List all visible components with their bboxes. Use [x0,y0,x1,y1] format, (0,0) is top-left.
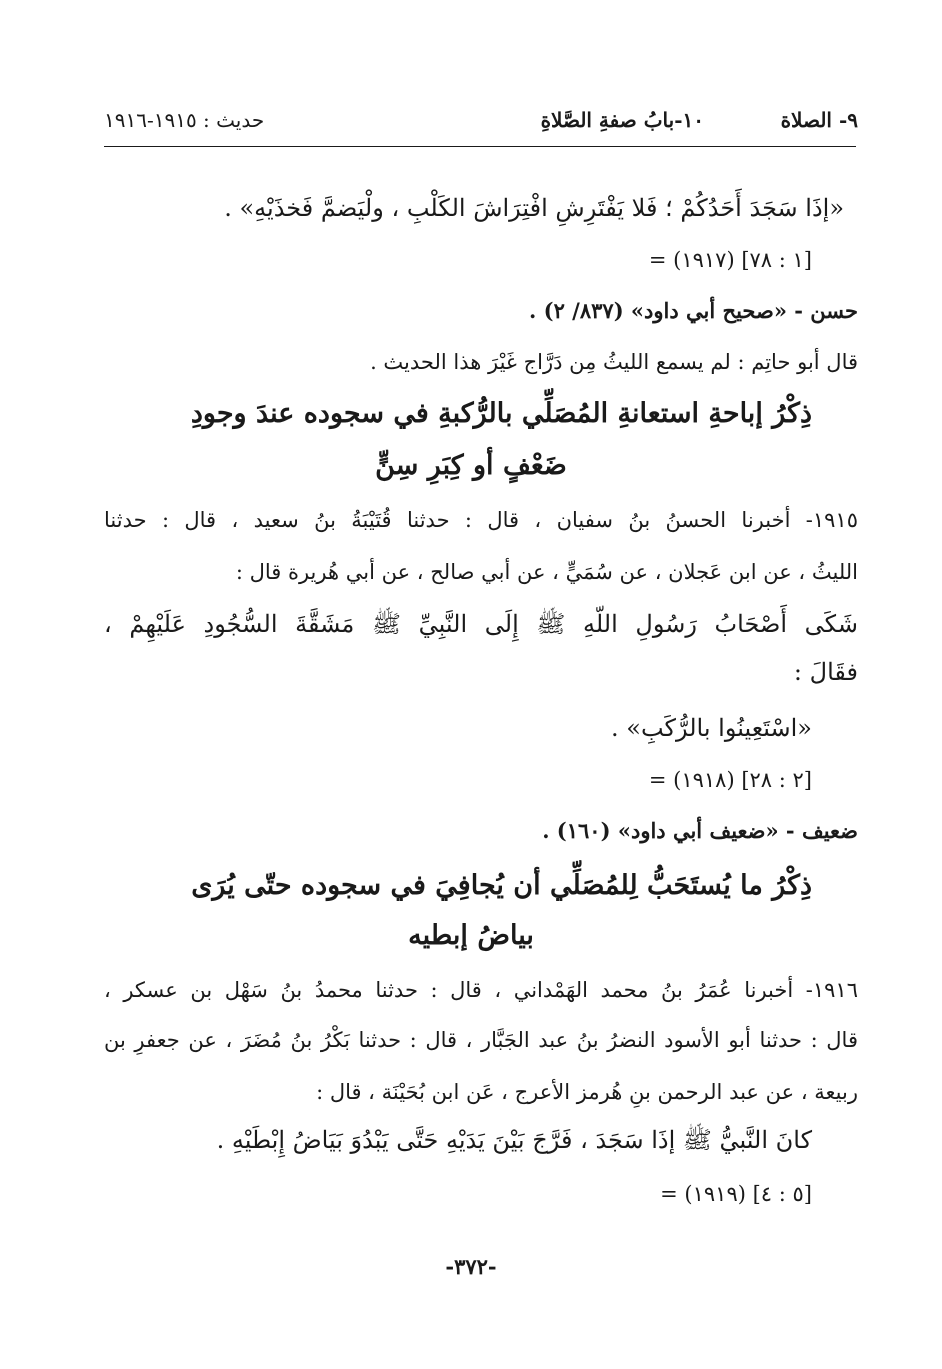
cross-reference: = (١٩١٨) [٢ : ٢٨] [648,768,812,792]
cross-reference: = (١٩١٧) [١ : ٧٨] [648,248,812,272]
chapter-title-line: ضَعْفٍ أو كِبَرِ سِنٍّ [375,450,567,481]
header-rule [104,146,856,147]
isnad-line: قال : حدثنا أبو الأسود النضرُ بنُ عبد الجَبَّار ، قال : حدثنا بَكْرُ بنُ مُضَرَ ، عن جعفرِ بن [104,1028,858,1052]
grading-note: ضعيف - «ضعيف أبي داود» (١٦٠) . [542,818,858,843]
commentary-line: قال أبو حاتِم : لم يسمع الليثُ مِن دَرَّاج غَيْرَ هذا الحديث . [370,350,858,374]
page-number: -٣٧٢- [445,1254,497,1279]
chapter-title-line: بياضُ إبطيه [408,920,534,951]
isnad-line: ربيعة ، عن عبد الرحمن بنِ هُرمز الأعرج ، عَن ابن بُحَيْنَة ، قال : [316,1080,858,1104]
running-header-section: ١٠-بابُ صفةِ الصَّلاةِ [540,108,704,132]
isnad-line: ١٩١٦- أخبرنا عُمَرُ بنُ محمد الهَمْداني ، قال : حدثنا محمدُ بنُ سَهْل بن عسكر ، [104,978,858,1002]
matn-line: «إذَا سَجَدَ أَحَدُكُمْ ؛ فَلا يَفْتَرِشِ افْتِرَاشَ الكَلْبِ ، ولْيَضمَّ فَخذَيْهِ» . [224,194,844,222]
isnad-line: ١٩١٥- أخبرنا الحسنُ بنُ سفيان ، قال : حدثنا قُتَيْبَةُ بنُ سعيد ، قال : حدثنا [104,508,858,532]
running-header-chapter: ٩- الصلاة [780,108,858,132]
grading-note: حسن - «صحيح أبي داود» (٨٣٧/ ٢) . [529,298,858,323]
matn-line: شَكَى أَصْحَابُ رَسُولِ اللّهِ ﷺ إِلَى النَّبِيِّ ﷺ مَشَقَّةَ السُّجُودِ عَلَيْهِمْ ، [104,610,858,638]
running-header-hadith-range: حديث : ١٩١٥-١٩١٦ [104,108,265,132]
chapter-title-line: ذِكْرُ إباحةِ استعانةِ المُصَلِّي بالرُّكبةِ في سجوده عندَ وجودِ [190,398,812,429]
isnad-line: الليثُ ، عن ابن عَجلان ، عن سُمَيٍّ ، عن أبي صالح ، عن أبي هُريرة قال : [235,560,858,584]
matn-line: كانَ النَّبيُّ ﷺ إذَا سَجَدَ ، فَرَّجَ بَيْنَ يَدَيْهِ حَتَّى يَبْدُوَ بَيَاضُ إِبْطَيْهِ . [216,1126,812,1154]
cross-reference: = (١٩١٩) [٥ : ٤] [660,1182,812,1206]
chapter-title-line: ذِكْرُ ما يُستَحَبُّ لِلمُصَلِّي أن يُجافِيَ في سجوده حتّى يُرَى [191,870,812,901]
matn-line: «اسْتَعِينُوا بالرُّكَبِ» . [611,714,812,742]
matn-line: فقَالَ : [793,658,858,686]
